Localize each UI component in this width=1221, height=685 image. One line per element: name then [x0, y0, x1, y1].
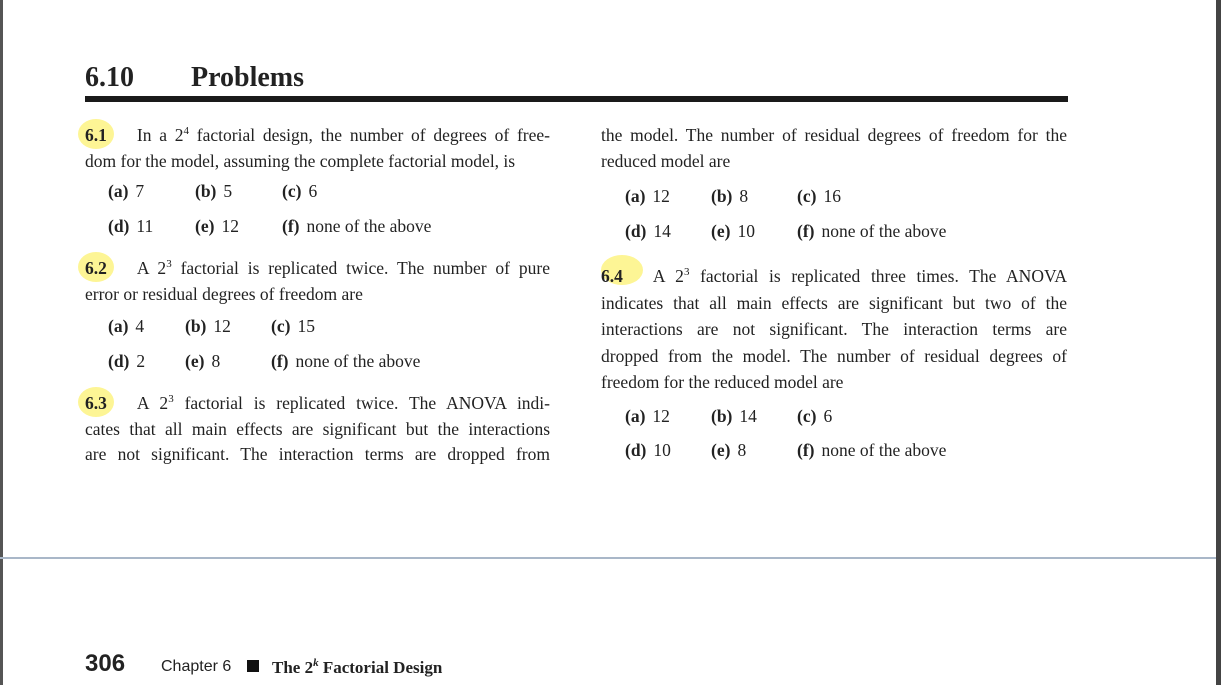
problem-line: 6.2 A $2^3$ factorial is replicated twice. The number of pure [85, 256, 550, 282]
problem-number: 6.4 [601, 263, 623, 290]
option-c: (c) 6 [797, 406, 833, 426]
square-bullet-icon [247, 660, 259, 672]
heading-rule [85, 96, 1068, 102]
problem-number: 6.1 [85, 123, 107, 149]
problem-line: 6.4 A $2^3$ factorial is replicated three times. The ANOVA [601, 263, 1067, 290]
problem-line: reduced model are [601, 150, 731, 171]
problem-6-3 [85, 391, 550, 468]
problem-line: error or residual degrees of freedom are [85, 283, 363, 304]
option-d: (d) 14 [625, 221, 671, 241]
option-b: (b) 14 [711, 406, 757, 426]
problem-line: interactions are not significant. The interaction terms are [601, 319, 1067, 339]
problem-line: are not significant. The interaction terms are dropped from [85, 444, 550, 464]
option-e: (e) 12 [195, 216, 239, 236]
page-number: 306 [85, 650, 126, 677]
option-c: (c) 15 [271, 316, 315, 336]
option-f: (f) none of the above [282, 216, 432, 236]
option-f: (f) none of the above [797, 440, 947, 460]
problem-line: dom for the model, assuming the complete factorial model, is [85, 150, 516, 171]
problem-line: dropped from the model. The number of residual degrees of [601, 345, 1067, 366]
option-f: (f) none of the above [797, 221, 947, 241]
option-c: (c) 16 [797, 186, 841, 206]
problem-number: 6.3 [85, 391, 107, 417]
problem-line: the model. The number of residual degrees of freedom for the [601, 125, 1067, 145]
problem-6-4 [601, 263, 1067, 396]
option-e: (e) 10 [711, 221, 755, 241]
option-e: (e) 8 [711, 440, 747, 460]
option-d: (d) 11 [108, 216, 154, 236]
option-b: (b) 5 [195, 181, 233, 201]
chapter-title: The 2$^k$ Factorial Design [272, 657, 443, 677]
problem-line: 6.3 A $2^3$ factorial is replicated twice. The ANOVA indi- [85, 391, 550, 417]
option-b: (b) 8 [711, 186, 749, 206]
problem-line: indicates that all main effects are significant but two of the [601, 292, 1067, 313]
problem-6-3-continued [601, 123, 1067, 174]
problem-line: 6.1 In a $2^4$ factorial design, the number of degrees of free- [85, 123, 550, 149]
option-b: (b) 12 [185, 316, 231, 336]
window-left-edge [0, 0, 3, 685]
problem-line: cates that all main effects are significant but the interactions [85, 418, 550, 439]
option-a: (a) 4 [108, 316, 145, 336]
section-number: 6.10 [85, 62, 134, 93]
option-a: (a) 7 [108, 181, 145, 201]
problem-6-2 [85, 256, 550, 307]
problem-6-1 [85, 123, 550, 174]
option-d: (d) 10 [625, 440, 671, 460]
problem-number: 6.2 [85, 256, 107, 282]
chapter-label: Chapter 6 [161, 658, 232, 675]
window-right-edge [1216, 0, 1221, 685]
section-title: Problems [191, 62, 305, 93]
option-f: (f) none of the above [271, 351, 421, 371]
option-c: (c) 6 [282, 181, 318, 201]
problem-line: freedom for the reduced model are [601, 372, 844, 392]
option-e: (e) 8 [185, 351, 221, 371]
option-a: (a) 12 [625, 406, 670, 426]
option-d: (d) 2 [108, 351, 146, 371]
page-separator [0, 557, 1216, 559]
option-a: (a) 12 [625, 186, 670, 206]
